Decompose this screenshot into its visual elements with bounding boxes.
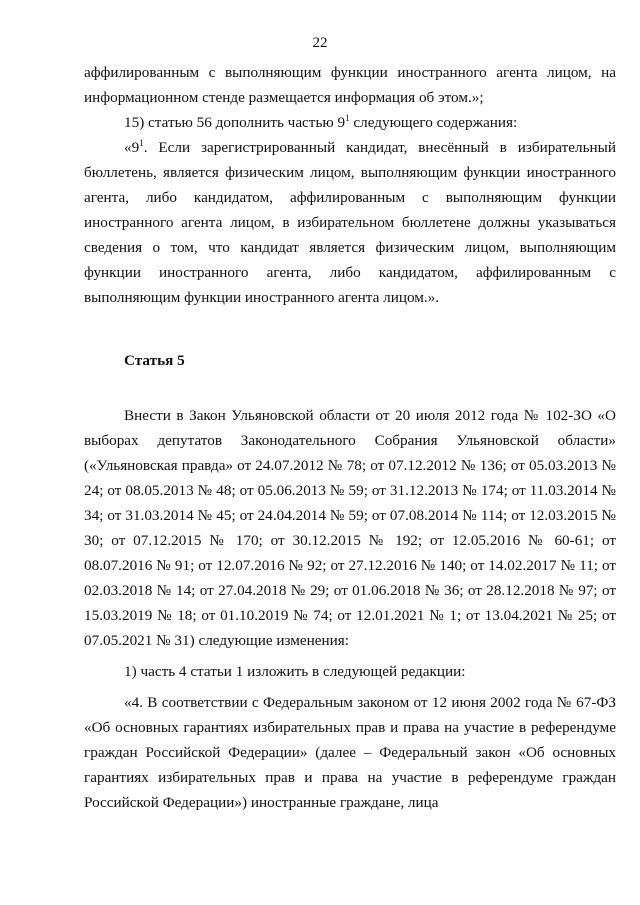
item-15-text: 15) статью 56 дополнить частью 9 bbox=[124, 114, 346, 131]
page-number: 22 bbox=[312, 35, 328, 51]
superscript: 1 bbox=[139, 138, 144, 148]
paragraph-part-9-1 bbox=[84, 135, 616, 310]
paragraph-item-15 bbox=[84, 110, 616, 135]
part-9-1-text: . Если зарегистрированный кандидат, внесённый в избирательный бюллетень, является физическим лицом, выполняющим функции иностранного агента, либо кандидатом, аффилированным с выполняющим функции иностранного агента лицом, в избирательном бюллетене должны указываться сведения о том, что кандидат является физическим лицом, выполняющим функции иностранного агента, либо кандидатом, аффилированным с выполняющим функции иностранного агента лицом.». bbox=[84, 139, 616, 306]
part-9-1-number: «9 bbox=[124, 139, 140, 156]
paragraph-item-1: 1) часть 4 статьи 1 изложить в следующей редакции: bbox=[124, 663, 466, 680]
item-15-text-end: следующего содержания: bbox=[349, 114, 518, 131]
article-heading: Статья 5 bbox=[124, 352, 185, 369]
paragraph-amendment-intro: Внести в Закон Ульяновской области от 20 июля 2012 года № 102-ЗО «О выборах депутатов Законодательного Собрания Ульяновской области» («Ульяновская правда» от 24.07.2012 № 78; от 07.12.2012 № 136; от 05.03.2013 № 24; от 08.05.2013 № 48; от 05.06.2013 № 59; от 31.12.2013 № 174; от 11.03.2014 № 34; от 31.03.2014 № 45; от 24.04.2014 № 59; от 07.08.2014 № 114; от 12.03.2015 № 30; от 07.12.2015 № 170; от 30.12.2015 № 192; от 12.05.2016 № 60-61; от 08.07.2016 № 91; от 12.07.2016 № 92; от 27.12.2016 № 140; от 14.02.2017 № 11; от 02.03.2018 № 14; от 27.04.2018 № 29; от 01.06.2018 № 36; от 28.12.2018 № 97; от 15.03.2019 № 18; от 01.10.2019 № 74; от 12.01.2021 № 1; от 13.04.2021 № 25; от 07.05.2021 № 31) следующие изменения: bbox=[84, 407, 616, 649]
document-body bbox=[84, 60, 616, 815]
paragraph-continuation: аффилированным с выполняющим функции иностранного агента лицом, на информационном стенде размещается информация об этом.»; bbox=[84, 64, 616, 106]
superscript: 1 bbox=[345, 113, 350, 123]
paragraph-part-4: «4. В соответствии с Федеральным законом от 12 июня 2002 года № 67-ФЗ «Об основных гарантиях избирательных прав и права на участие в референдуме граждан Российской Федерации» (далее – Федеральный закон «Об основных гарантиях избирательных прав и права на участие в референдуме граждан Российской Федерации») иностранные граждане, лица bbox=[84, 694, 616, 811]
